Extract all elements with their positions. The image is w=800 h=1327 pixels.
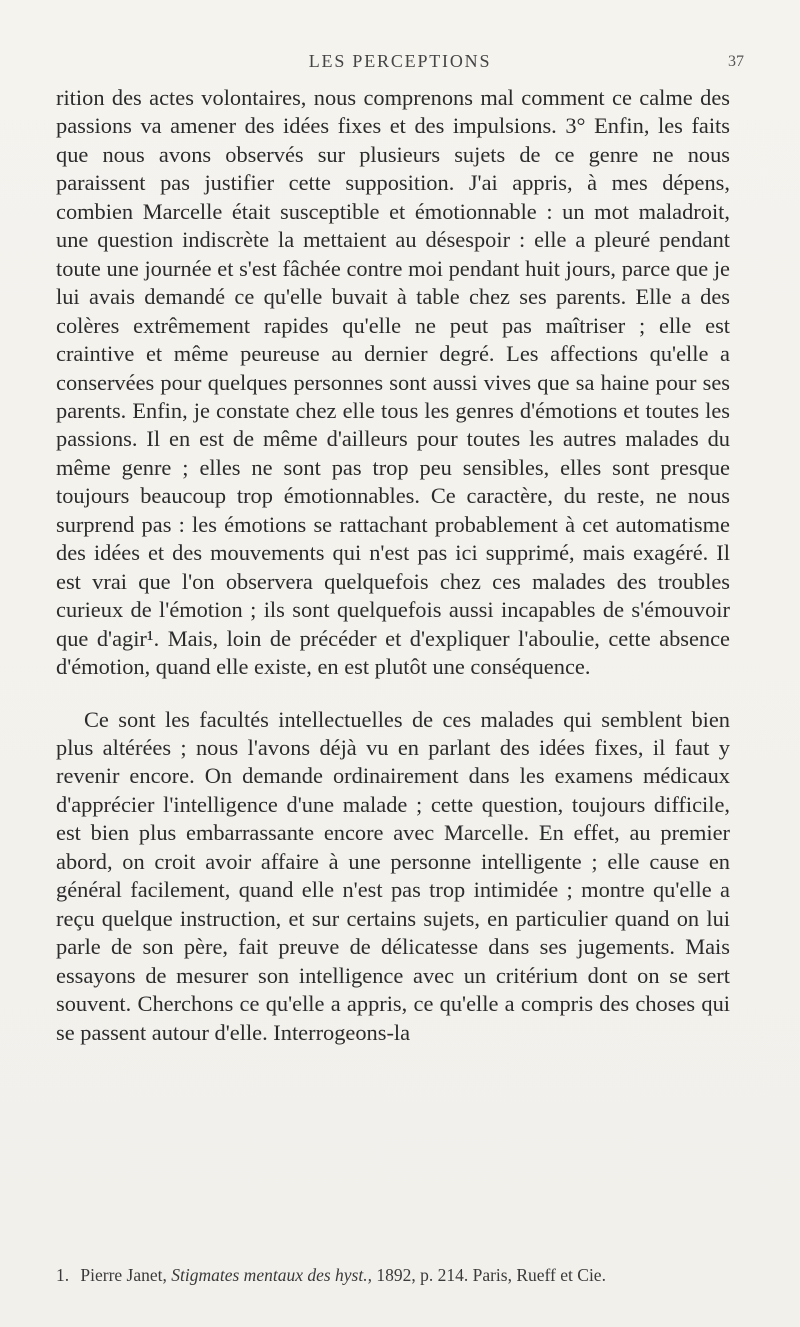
footnote-author: Pierre Janet, <box>80 1265 167 1285</box>
page-number: 37 <box>728 53 744 70</box>
paragraph-1: rition des actes volontaires, nous comprenons mal comment ce calme des passions va amener des idées fixes et des impulsions. 3° Enfin, les faits que nous avons observés sur plusieurs sujets de ce genre ne nous paraissent pas justifier cette supposition. J'ai appris, à mes dépens, combien Marcelle était susceptible et émotionnable : un mot maladroit, une question indiscrète la mettaient au désespoir : elle a pleuré pendant toute une journée et s'est fâchée contre moi pendant huit jours, parce que je lui avais demandé ce qu'elle buvait à table chez ses parents. Elle a des colères extrêmement rapides qu'elle ne peut pas maîtriser ; elle est craintive et même peureuse au dernier degré. Les affections qu'elle a conservées pour quelques personnes sont aussi vives que sa haine pour ses parents. Enfin, je constate chez elle tous les genres d'émotions et toutes les passions. Il en est de même d'ailleurs pour toutes les autres malades du même genre ; elles ne sont pas trop peu sensibles, elles sont presque toujours beaucoup trop émotionnables. Ce caractère, du reste, ne nous surprend pas : les émotions se rattachant probablement à cet automatisme des idées et des mouvements qui n'est pas ici supprimé, mais exagéré. Il est vrai que l'on observera quelquefois chez ces malades des troubles curieux de l'émotion ; ils sont quelquefois aussi incapables de s'émouvoir que d'agir¹. Mais, loin de précéder et d'expliquer l'aboulie, cette absence d'émotion, quand elle existe, en est plutôt une conséquence. <box>56 85 730 680</box>
footnote <box>56 1264 730 1286</box>
running-title: LES PERCEPTIONS <box>308 51 492 71</box>
footnote-title: Stigmates mentaux des hyst., <box>171 1265 372 1285</box>
footnote-number: 1. <box>56 1265 70 1285</box>
main-text <box>56 84 730 1047</box>
footnote-details: 1892, p. 214. Paris, Rueff et Cie. <box>376 1265 606 1285</box>
running-head <box>0 46 800 76</box>
paragraph-2: Ce sont les facultés intellectuelles de ces malades qui semblent bien plus altérées ; nous l'avons déjà vu en parlant des idées fixes, il faut y revenir encore. On demande ordinairement dans les examens médicaux d'apprécier l'intelligence d'une malade ; cette question, toujours difficile, est bien plus embarrassante encore avec Marcelle. En effet, au premier abord, on croit avoir affaire à une personne intelligente ; elle cause en général facilement, quand elle n'est pas trop intimidée ; montre qu'elle a reçu quelque instruction, et sur certains sujets, en particulier quand on lui parle de son père, fait preuve de délicatesse dans ses jugements. Mais essayons de mesurer son intelligence avec un critérium dont on se sert souvent. Cherchons ce qu'elle a appris, ce qu'elle a compris des choses qui se passent autour d'elle. Interrogeons-la <box>56 706 730 1045</box>
